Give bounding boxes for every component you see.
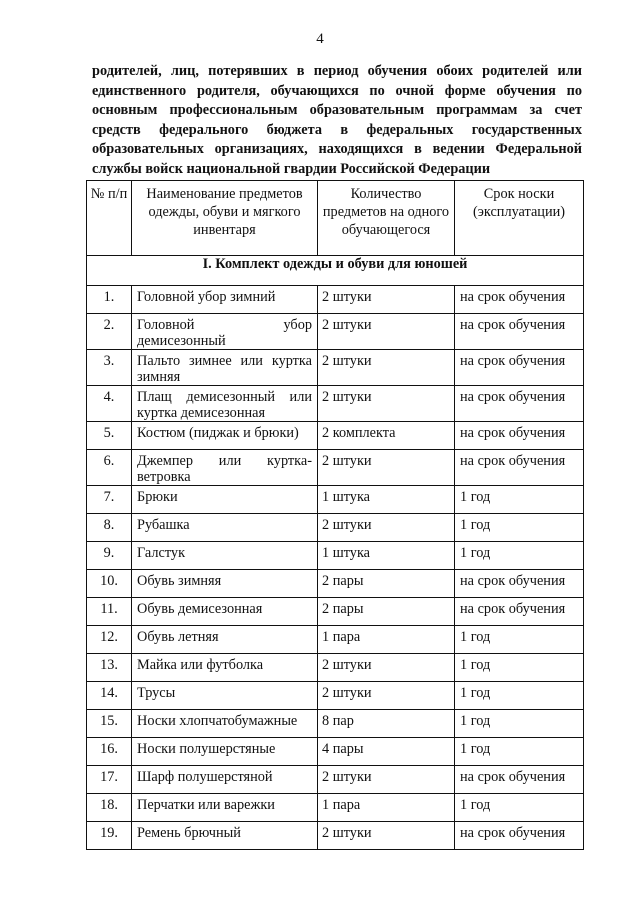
item-name: Перчатки или варежки — [132, 794, 318, 822]
row-number: 18. — [87, 794, 132, 822]
item-name: Брюки — [132, 486, 318, 514]
item-quantity: 1 пара — [318, 794, 455, 822]
item-name: Носки полушерстяные — [132, 738, 318, 766]
row-number: 6. — [87, 450, 132, 486]
item-term: на срок обучения — [455, 766, 584, 794]
table-row — [87, 286, 584, 314]
item-term: 1 год — [455, 794, 584, 822]
item-quantity: 2 штуки — [318, 314, 455, 350]
item-quantity: 2 штуки — [318, 682, 455, 710]
row-number: 1. — [87, 286, 132, 314]
row-number: 15. — [87, 710, 132, 738]
header-term: Срок носки (эксплуатации) — [455, 181, 584, 256]
table-row — [87, 738, 584, 766]
table-row — [87, 542, 584, 570]
item-name: Трусы — [132, 682, 318, 710]
item-name: Ремень брючный — [132, 822, 318, 850]
row-number: 5. — [87, 422, 132, 450]
table-row — [87, 514, 584, 542]
table-row — [87, 794, 584, 822]
table-row — [87, 682, 584, 710]
item-quantity: 2 пары — [318, 570, 455, 598]
item-quantity: 8 пар — [318, 710, 455, 738]
row-number: 17. — [87, 766, 132, 794]
table-header-row — [87, 181, 584, 256]
item-quantity: 4 пары — [318, 738, 455, 766]
table-row — [87, 450, 584, 486]
item-name: Обувь летняя — [132, 626, 318, 654]
table-row — [87, 314, 584, 350]
row-number: 9. — [87, 542, 132, 570]
row-number: 8. — [87, 514, 132, 542]
page-number: 4 — [316, 31, 324, 47]
item-term: 1 год — [455, 710, 584, 738]
item-term: 1 год — [455, 542, 584, 570]
row-number: 13. — [87, 654, 132, 682]
item-quantity: 2 штуки — [318, 514, 455, 542]
row-number: 4. — [87, 386, 132, 422]
table-row — [87, 626, 584, 654]
item-name: Обувь зимняя — [132, 570, 318, 598]
item-quantity: 1 штука — [318, 486, 455, 514]
item-quantity: 2 штуки — [318, 386, 455, 422]
item-term: на срок обучения — [455, 286, 584, 314]
item-term: 1 год — [455, 486, 584, 514]
table-row — [87, 598, 584, 626]
row-number: 3. — [87, 350, 132, 386]
item-term: на срок обучения — [455, 450, 584, 486]
item-quantity: 1 пара — [318, 626, 455, 654]
table-row — [87, 350, 584, 386]
header-num: № п/п — [87, 181, 132, 256]
header-name: Наименование предметов одежды, обуви и мягкого инвентаря — [132, 181, 318, 256]
item-quantity: 1 штука — [318, 542, 455, 570]
item-name: Обувь демисезонная — [132, 598, 318, 626]
item-name: Костюм (пиджак и брюки) — [132, 422, 318, 450]
item-quantity: 2 штуки — [318, 350, 455, 386]
document-heading: родителей, лиц, потерявших в период обучения обоих родителей или единственного родителя, обучающихся по очной форме обучения по основным профессиональным образовательным программам за счет средств федерального бюджета в федеральных государственных образовательных организациях, находящихся в ведении Федеральной службы войск национальной гвардии Российской Федерации — [92, 63, 582, 177]
item-term: на срок обучения — [455, 422, 584, 450]
row-number: 16. — [87, 738, 132, 766]
table-row — [87, 486, 584, 514]
item-term: 1 год — [455, 682, 584, 710]
item-quantity: 2 штуки — [318, 766, 455, 794]
item-quantity: 2 пары — [318, 598, 455, 626]
item-term: 1 год — [455, 654, 584, 682]
item-name: Майка или футболка — [132, 654, 318, 682]
row-number: 2. — [87, 314, 132, 350]
section-row — [87, 256, 584, 286]
item-name: Джемпер или куртка-ветровка — [132, 450, 318, 486]
table-row — [87, 422, 584, 450]
row-number: 10. — [87, 570, 132, 598]
item-name: Головной убор демисезонный — [132, 314, 318, 350]
item-term: 1 год — [455, 738, 584, 766]
table-row — [87, 570, 584, 598]
table-row — [87, 386, 584, 422]
row-number: 12. — [87, 626, 132, 654]
item-name: Носки хлопчатобумажные — [132, 710, 318, 738]
item-quantity: 2 штуки — [318, 450, 455, 486]
item-name: Плащ демисезонный или куртка демисезонная — [132, 386, 318, 422]
item-term: на срок обучения — [455, 386, 584, 422]
item-quantity: 2 штуки — [318, 822, 455, 850]
item-term: на срок обучения — [455, 350, 584, 386]
row-number: 7. — [87, 486, 132, 514]
section-title: I. Комплект одежды и обуви для юношей — [87, 256, 584, 286]
row-number: 19. — [87, 822, 132, 850]
item-term: на срок обучения — [455, 314, 584, 350]
item-quantity: 2 комплекта — [318, 422, 455, 450]
item-quantity: 2 штуки — [318, 286, 455, 314]
item-name: Рубашка — [132, 514, 318, 542]
clothing-norms-table — [86, 180, 584, 850]
header-qty: Количество предметов на одного обучающегося — [318, 181, 455, 256]
item-quantity: 2 штуки — [318, 654, 455, 682]
item-term: 1 год — [455, 626, 584, 654]
item-term: на срок обучения — [455, 822, 584, 850]
item-name: Галстук — [132, 542, 318, 570]
item-term: 1 год — [455, 514, 584, 542]
row-number: 14. — [87, 682, 132, 710]
table-row — [87, 654, 584, 682]
table-row — [87, 766, 584, 794]
item-name: Пальто зимнее или куртка зимняя — [132, 350, 318, 386]
item-term: на срок обучения — [455, 598, 584, 626]
table-row — [87, 710, 584, 738]
table-row — [87, 822, 584, 850]
item-name: Шарф полушерстяной — [132, 766, 318, 794]
item-term: на срок обучения — [455, 570, 584, 598]
row-number: 11. — [87, 598, 132, 626]
item-name: Головной убор зимний — [132, 286, 318, 314]
